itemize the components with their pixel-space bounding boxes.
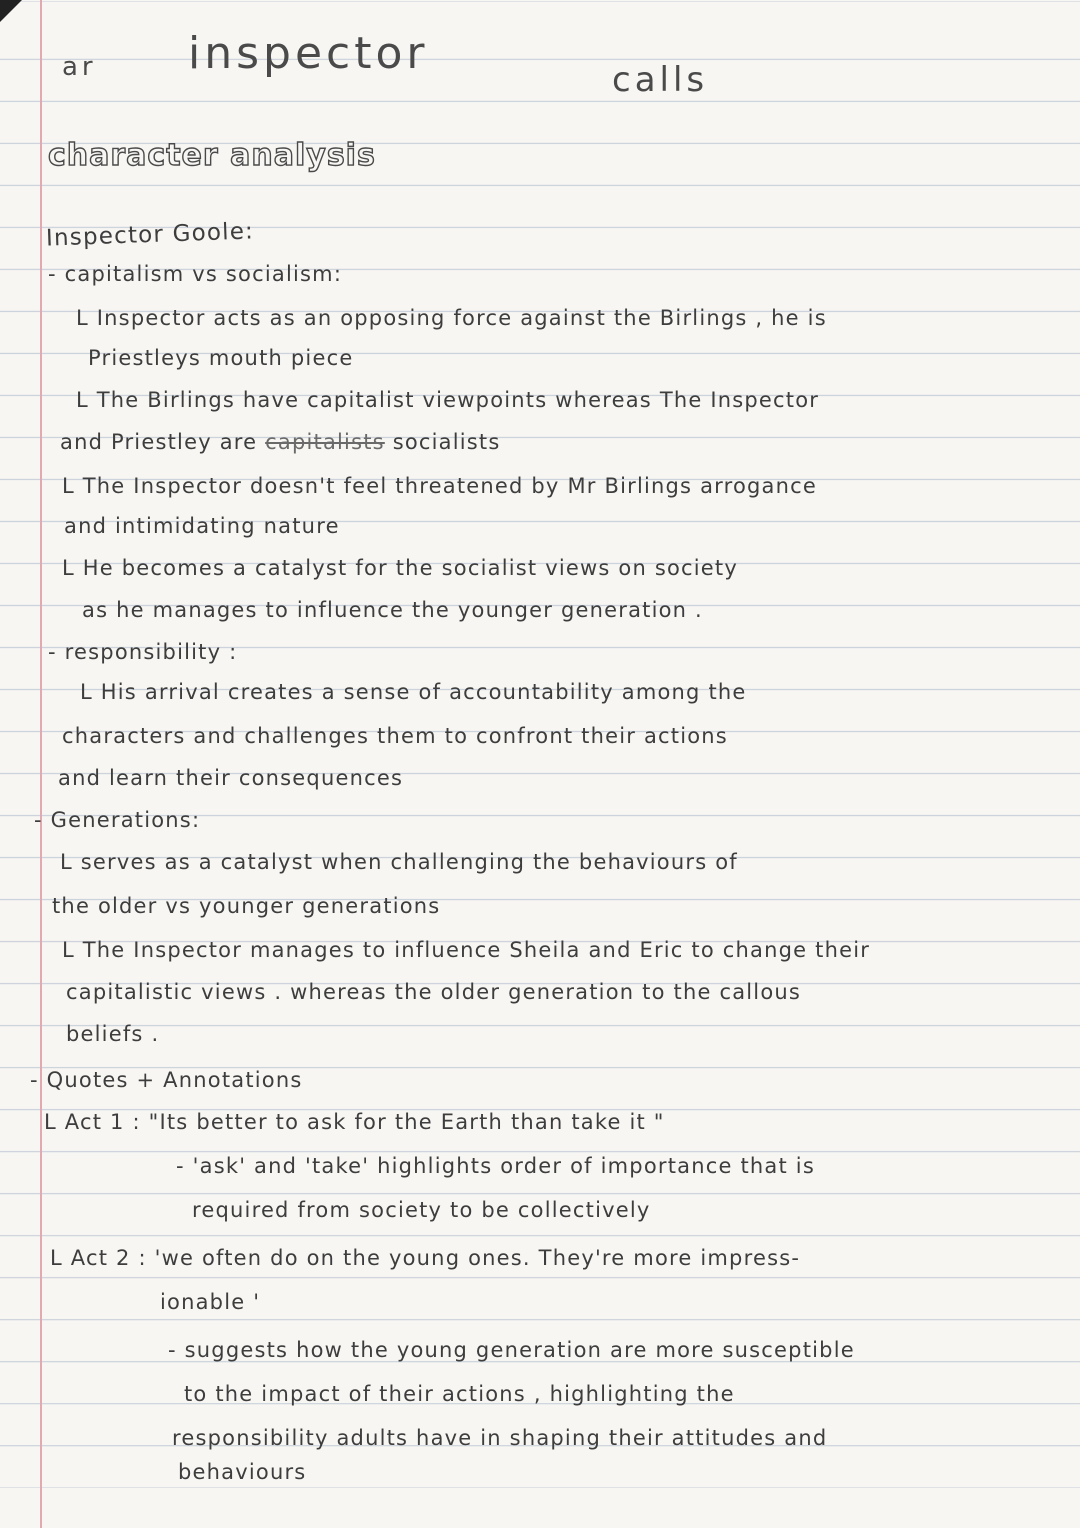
note-line: L Act 2 : 'we often do on the young ones. They're more impress- <box>50 1246 801 1270</box>
note-line: L His arrival creates a sense of accountability among the <box>80 680 747 704</box>
note-line: characters and challenges them to confront their actions <box>62 724 728 748</box>
note-line: as he manages to influence the younger generation . <box>82 598 703 622</box>
note-line: - Quotes + Annotations <box>30 1068 303 1092</box>
corner-mark <box>0 0 22 22</box>
note-line: required from society to be collectively <box>192 1198 651 1222</box>
title-prefix: ar <box>62 52 97 82</box>
note-line: - capitalism vs socialism: <box>48 262 343 286</box>
note-line: - Generations: <box>34 808 201 832</box>
note-line: L Act 1 : "Its better to ask for the Earth than take it " <box>44 1110 665 1134</box>
note-line: the older vs younger generations <box>52 894 441 918</box>
note-line: - 'ask' and 'take' highlights order of importance that is <box>176 1154 815 1178</box>
note-line: to the impact of their actions , highlighting the <box>184 1382 735 1406</box>
note-line: and intimidating nature <box>64 514 340 538</box>
note-line: Priestleys mouth piece <box>88 346 354 370</box>
note-line-text: socialists <box>384 430 501 454</box>
note-line: - suggests how the young generation are more susceptible <box>168 1338 855 1362</box>
note-line <box>60 430 501 454</box>
note-line: beliefs . <box>66 1022 160 1046</box>
note-line: behaviours <box>178 1460 307 1484</box>
note-line: L The Inspector manages to influence Sheila and Eric to change their <box>62 938 871 962</box>
margin-line <box>40 0 42 1528</box>
note-line: capitalistic views . whereas the older generation to the callous <box>66 980 802 1004</box>
section-heading: Inspector Goole: <box>45 218 255 252</box>
note-line: - responsibility : <box>48 640 238 664</box>
subtitle-bubble-text: character analysis <box>48 138 376 173</box>
title-word-inspector: inspector <box>188 28 429 79</box>
title-word-calls: calls <box>612 60 709 100</box>
note-line: responsibility adults have in shaping their attitudes and <box>172 1426 828 1450</box>
note-line: and learn their consequences <box>58 766 404 790</box>
note-line: ionable ' <box>160 1290 261 1314</box>
note-line: L serves as a catalyst when challenging the behaviours of <box>60 850 738 874</box>
crossed-out-word: capitalists <box>265 430 385 454</box>
note-line: L He becomes a catalyst for the socialist views on society <box>62 556 738 580</box>
note-line: L Inspector acts as an opposing force against the Birlings , he is <box>76 306 827 330</box>
note-line-text: and Priestley are <box>60 430 266 454</box>
note-line: L The Birlings have capitalist viewpoints whereas The Inspector <box>76 388 820 412</box>
note-line: L The Inspector doesn't feel threatened by Mr Birlings arrogance <box>62 474 817 498</box>
